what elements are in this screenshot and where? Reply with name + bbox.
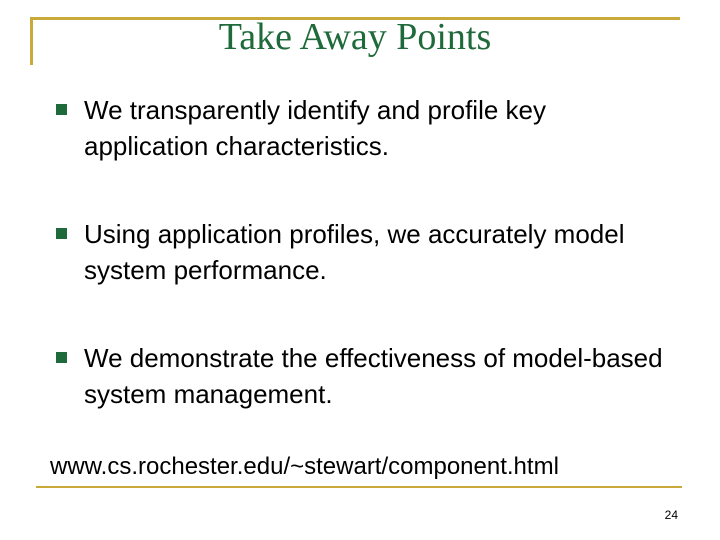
bullet-item [56, 216, 676, 288]
bullet-text: We demonstrate the effectiveness of model-based system management. [84, 343, 663, 409]
bullet-item [56, 92, 676, 164]
bullet-list [56, 92, 676, 412]
bullet-text: Using application profiles, we accurately model system performance. [84, 219, 625, 285]
bullet-item [56, 340, 676, 412]
square-bullet-icon [56, 104, 67, 115]
slide-title: Take Away Points [218, 16, 492, 58]
square-bullet-icon [56, 352, 67, 363]
bullet-text: We transparently identify and profile key application characteristics. [84, 95, 546, 161]
page-number: 24 [664, 508, 678, 522]
square-bullet-icon [56, 228, 67, 239]
project-url: www.cs.rochester.edu/~stewart/component.html [50, 453, 559, 480]
bottom-decorative-rule [36, 486, 682, 488]
